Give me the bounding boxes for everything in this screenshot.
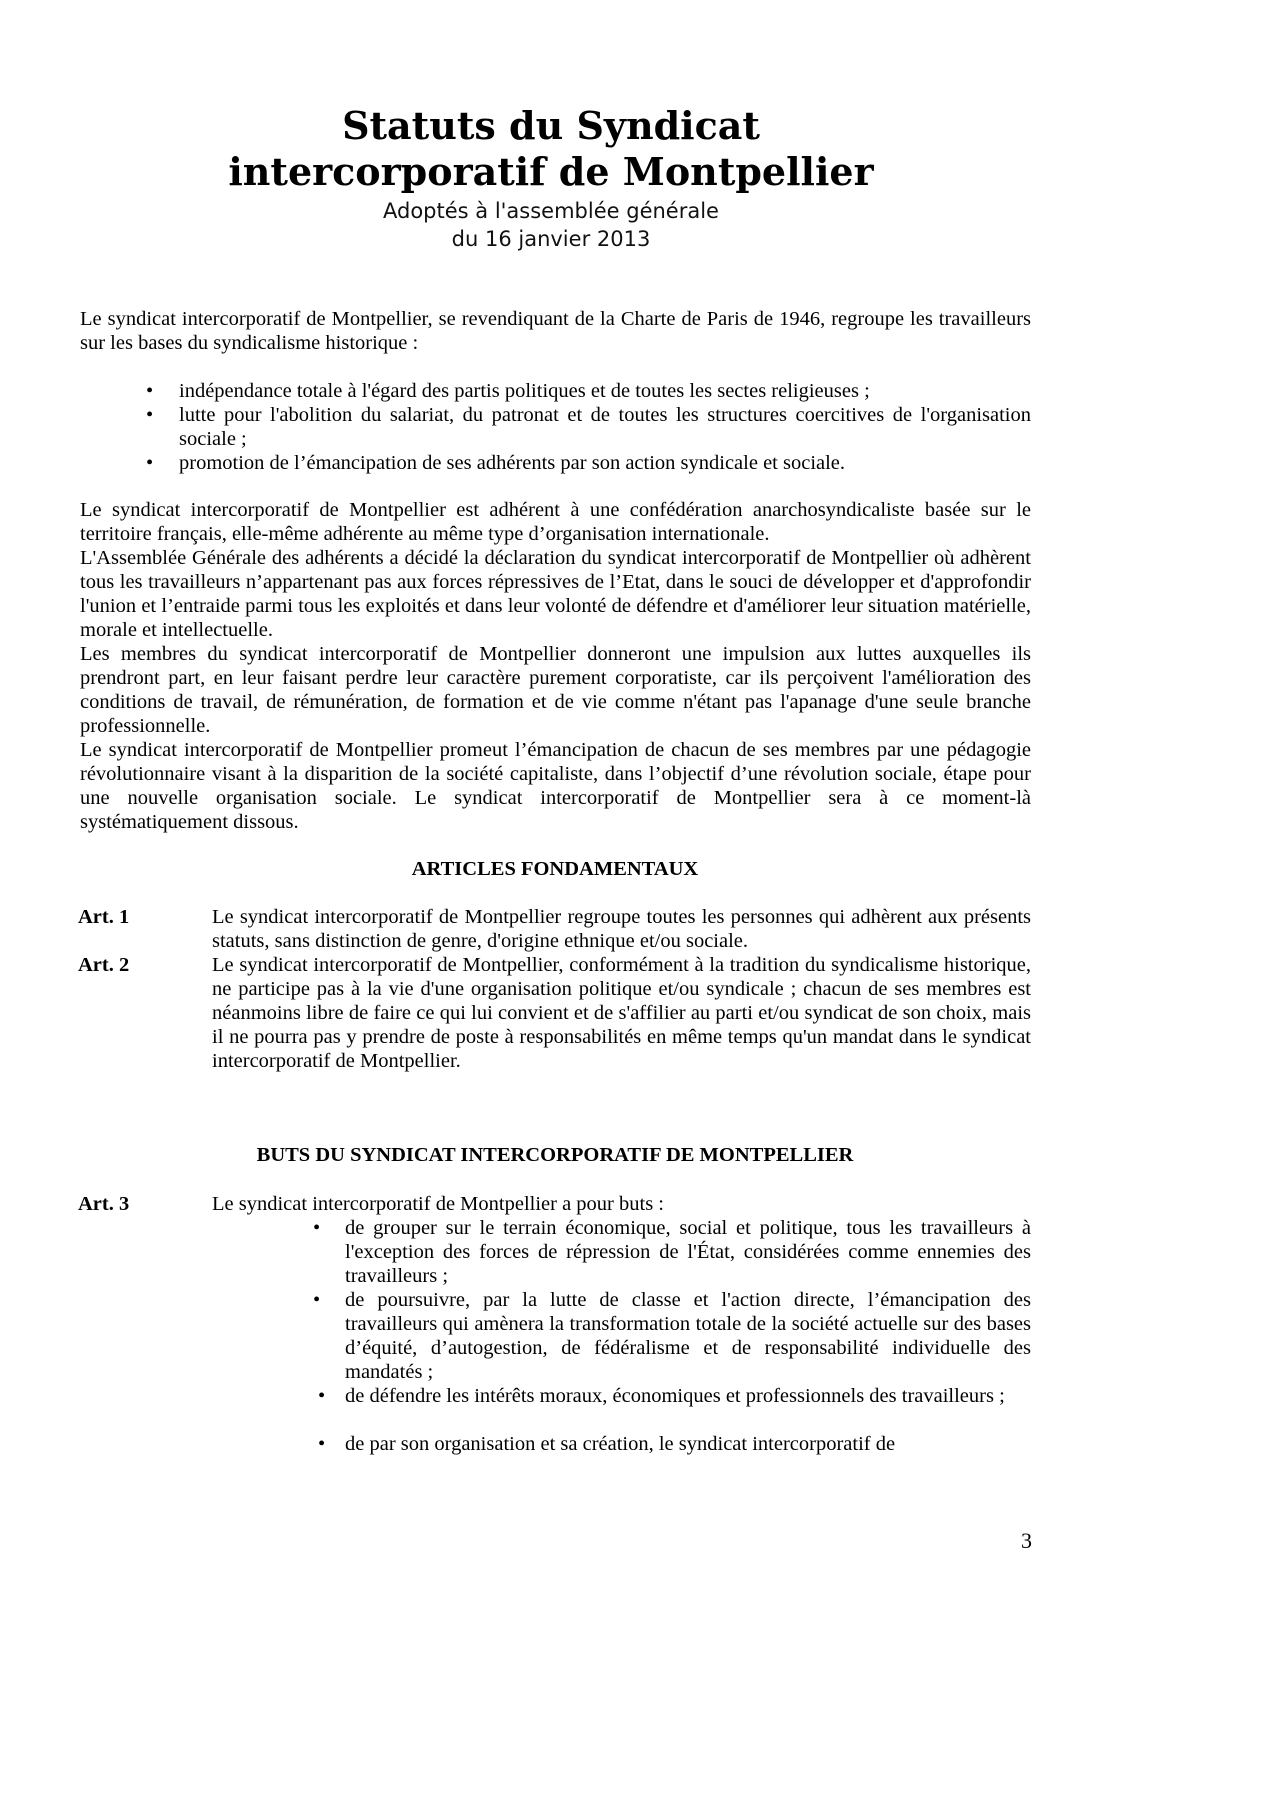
preamble-bullet: promotion de l’émancipation de ses adhérents par son action syndicale et sociale. [179,452,846,474]
preamble-paragraph: Le syndicat intercorporatif de Montpellier promeut l’émancipation de chacun de ses membres par une pédagogie révolutionnaire visant à la disparition de la société capitaliste, dans l’objectif d’une révolution sociale, étape pour une nouvelle organisation sociale. Le syndicat intercorporatif de Montpellier sera à ce moment-là systématiquement dissous. [80,739,1031,833]
article-text: Le syndicat intercorporatif de Montpellier regroupe toutes les personnes qui adhèrent aux présents statuts, sans distinction de genre, d'origine ethnique et/ou sociale. [212,906,1031,952]
bullet-marker: • [318,1433,326,1455]
preamble-bullet: indépendance totale à l'égard des partis politiques et de toutes les sectes religieuses ; [179,380,870,402]
article-label: Art. 2 [78,954,130,976]
section-heading-goals: BUTS DU SYNDICAT INTERCORPORATIF DE MONTPELLIER [256,1144,854,1166]
bullet-marker: • [146,380,154,402]
article-label: Art. 1 [78,906,130,928]
preamble-bullet: lutte pour l'abolition du salariat, du patronat et de toutes les structures coercitives de l'organisation sociale ; [179,404,1031,450]
bullet-marker: • [313,1289,321,1311]
bullet-marker: • [146,452,154,474]
article-label: Art. 3 [78,1193,130,1215]
goal-bullet: de poursuivre, par la lutte de classe et l'action directe, l’émancipation des travailleurs qui amènera la transformation totale de la société actuelle sur des bases d’équité, d’autogestion, de fédéralisme et de responsabilité individuelle des mandatés ; [345,1289,1031,1383]
bullet-marker: • [318,1385,326,1407]
preamble-paragraph: Les membres du syndicat intercorporatif de Montpellier donneront une impulsion aux luttes auxquelles ils prendront part, en leur faisant perdre leur caractère purement corporatiste, car ils perçoivent l'amélioration des conditions de travail, de rémunération, de formation et de vie comme n'étant pas l'apanage d'une seule branche professionnelle. [80,643,1031,737]
preamble-paragraph: Le syndicat intercorporatif de Montpellier est adhérent à une confédération anarchosyndicaliste basée sur le territoire français, elle-même adhérente au même type d’organisation internationale. [80,499,1031,545]
bullet-marker: • [313,1217,321,1239]
document-title-line-1: Statuts du Syndicat [342,103,760,148]
page-number: 3 [1021,1528,1032,1553]
bullet-marker: • [146,404,154,426]
goal-bullet: de par son organisation et sa création, le syndicat intercorporatif de [345,1433,896,1455]
document-subtitle-line-1: Adoptés à l'assemblée générale [383,199,719,223]
document-title-line-2: intercorporatif de Montpellier [228,149,874,194]
preamble-paragraph: L'Assemblée Générale des adhérents a décidé la déclaration du syndicat intercorporatif de Montpellier où adhèrent tous les travailleurs n’appartenant pas aux forces répressives de l’Etat, dans le souci de développer et d'approfondir l'union et l’entraide parmi tous les exploités et dans leur volonté de défendre et d'améliorer leur situation matérielle, morale et intellectuelle. [80,547,1031,641]
document-subtitle-line-2: du 16 janvier 2013 [451,227,651,251]
article-intro: Le syndicat intercorporatif de Montpellier a pour buts : [212,1193,665,1215]
section-heading-fundamental-articles: ARTICLES FONDAMENTAUX [411,858,699,880]
preamble-intro: Le syndicat intercorporatif de Montpellier, se revendiquant de la Charte de Paris de 1946, regroupe les travailleurs sur les bases du syndicalisme historique : [80,308,1031,354]
article-text: Le syndicat intercorporatif de Montpellier, conformément à la tradition du syndicalisme historique, ne participe pas à la vie d'une organisation politique et/ou syndicale ; chacun de ses membres est néanmoins libre de faire ce qui lui convient et de s'affilier au parti et/ou syndicat de son choix, mais il ne pourra pas y prendre de poste à responsabilités en même temps qu'un mandat dans le syndicat intercorporatif de Montpellier. [212,954,1031,1072]
goal-bullet: de grouper sur le terrain économique, social et politique, tous les travailleurs à l'exception des forces de répression de l'État, considérées comme ennemies des travailleurs ; [345,1217,1031,1287]
goal-bullet: de défendre les intérêts moraux, économiques et professionnels des travailleurs ; [345,1385,1005,1407]
